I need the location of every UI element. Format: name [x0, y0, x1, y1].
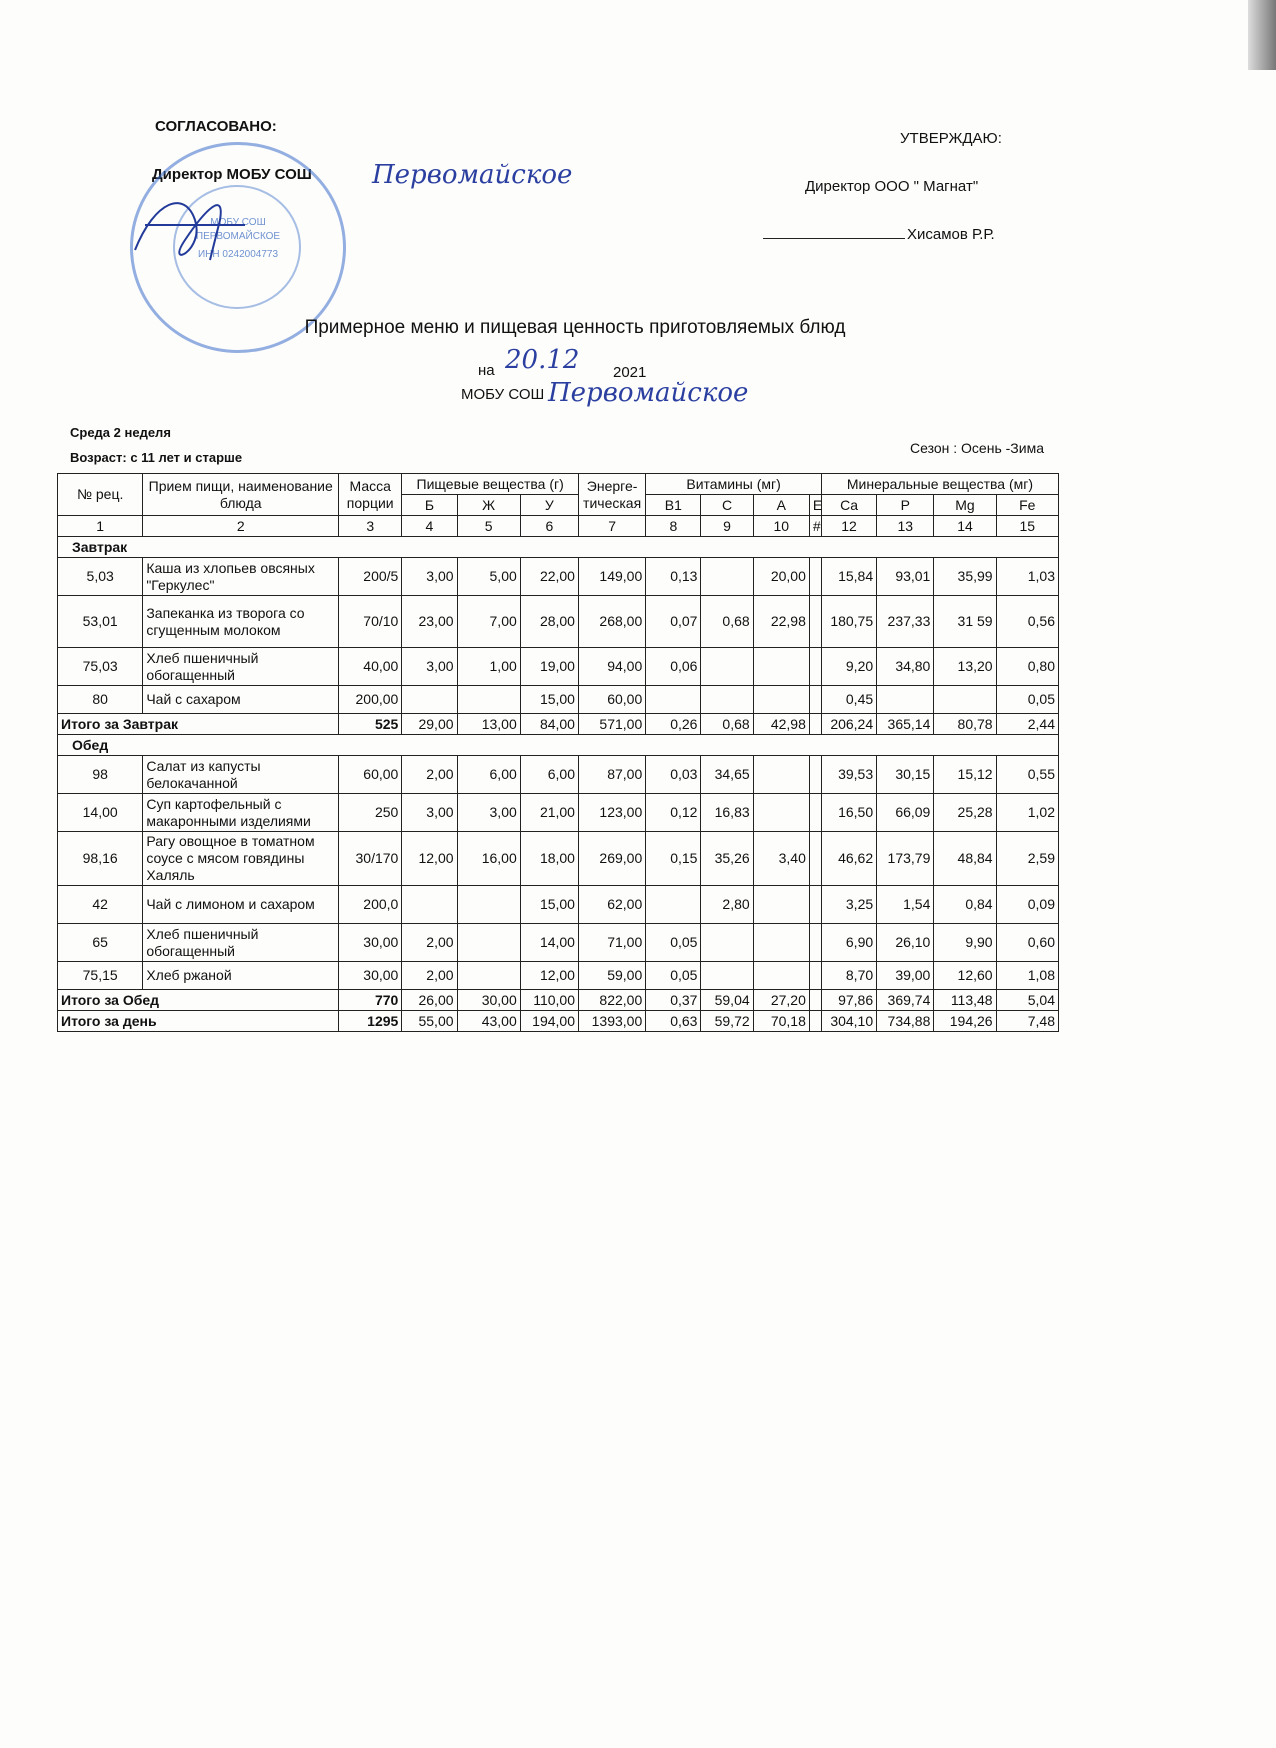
header-num: № рец. — [58, 474, 143, 516]
value-cell: 6,90 — [821, 924, 876, 962]
total-value — [809, 990, 821, 1011]
value-cell — [753, 648, 809, 686]
value-cell: 0,03 — [646, 756, 701, 794]
total-value: 1295 — [339, 1011, 402, 1032]
total-value: 43,00 — [457, 1011, 520, 1032]
value-cell: 71,00 — [578, 924, 645, 962]
value-cell: 20,00 — [753, 558, 809, 596]
day-total-row — [58, 1011, 1059, 1032]
value-cell: 12,00 — [520, 962, 578, 990]
value-cell: 2,80 — [701, 886, 753, 924]
table-row — [58, 832, 1059, 886]
section-title: Обед — [58, 735, 1059, 756]
value-cell: 7,00 — [457, 596, 520, 648]
header-sub: Fe — [996, 495, 1058, 516]
recipe-number: 5,03 — [58, 558, 143, 596]
total-value: 70,18 — [753, 1011, 809, 1032]
total-value: 55,00 — [402, 1011, 457, 1032]
value-cell: 66,09 — [877, 794, 934, 832]
dish-name: Хлеб пшеничный обогащенный — [143, 648, 339, 686]
section-title: Завтрак — [58, 537, 1059, 558]
value-cell: 3,40 — [753, 832, 809, 886]
value-cell — [809, 756, 821, 794]
total-value: 29,00 — [402, 714, 457, 735]
column-number: 2 — [143, 516, 339, 537]
total-value: 2,44 — [996, 714, 1058, 735]
table-row — [58, 596, 1059, 648]
dish-name: Запеканка из творога со сгущенным молоком — [143, 596, 339, 648]
value-cell: 200,00 — [339, 686, 402, 714]
value-cell: 1,03 — [996, 558, 1058, 596]
header-minerals: Минеральные вещества (мг) — [821, 474, 1058, 495]
value-cell: 9,20 — [821, 648, 876, 686]
recipe-number: 98 — [58, 756, 143, 794]
value-cell: 22,00 — [520, 558, 578, 596]
value-cell: 0,80 — [996, 648, 1058, 686]
value-cell: 16,50 — [821, 794, 876, 832]
recipe-number: 98,16 — [58, 832, 143, 886]
dish-name: Чай с сахаром — [143, 686, 339, 714]
dish-name: Каша из хлопьев овсяных "Геркулес" — [143, 558, 339, 596]
menu-table — [57, 473, 1059, 1032]
dish-name: Салат из капусты белокачанной — [143, 756, 339, 794]
value-cell: 34,65 — [701, 756, 753, 794]
table-row — [58, 756, 1059, 794]
value-cell — [809, 794, 821, 832]
total-value: 571,00 — [578, 714, 645, 735]
value-cell: 0,68 — [701, 596, 753, 648]
recipe-number: 53,01 — [58, 596, 143, 648]
total-value: 26,00 — [402, 990, 457, 1011]
stamp-line-1: МОБУ СОШ — [210, 217, 266, 228]
value-cell — [753, 924, 809, 962]
day-label: Среда 2 неделя — [70, 425, 171, 440]
value-cell — [809, 648, 821, 686]
value-cell — [457, 686, 520, 714]
total-value: 822,00 — [578, 990, 645, 1011]
table-row — [58, 794, 1059, 832]
value-cell: 0,05 — [646, 962, 701, 990]
total-label: Итого за Обед — [58, 990, 339, 1011]
value-cell: 34,80 — [877, 648, 934, 686]
value-cell: 94,00 — [578, 648, 645, 686]
value-cell: 9,90 — [934, 924, 996, 962]
column-number-row — [58, 516, 1059, 537]
value-cell — [809, 832, 821, 886]
total-value: 7,48 — [996, 1011, 1058, 1032]
school-prefix: МОБУ СОШ — [461, 386, 545, 403]
header-vitamins: Витамины (мг) — [646, 474, 822, 495]
section-total-row — [58, 990, 1059, 1011]
value-cell: 250 — [339, 794, 402, 832]
day-total-section — [58, 1011, 1059, 1032]
value-cell: 30,00 — [339, 962, 402, 990]
dish-name: Хлеб ржаной — [143, 962, 339, 990]
value-cell: 28,00 — [520, 596, 578, 648]
recipe-number: 75,15 — [58, 962, 143, 990]
value-cell — [701, 558, 753, 596]
value-cell — [646, 886, 701, 924]
value-cell: 173,79 — [877, 832, 934, 886]
value-cell: 0,12 — [646, 794, 701, 832]
total-value: 0,68 — [701, 714, 753, 735]
value-cell — [753, 886, 809, 924]
recipe-number: 14,00 — [58, 794, 143, 832]
value-cell — [402, 886, 457, 924]
value-cell: 2,00 — [402, 756, 457, 794]
table-row — [58, 648, 1059, 686]
value-cell: 15,12 — [934, 756, 996, 794]
value-cell: 0,55 — [996, 756, 1058, 794]
header-sub: Б — [402, 495, 457, 516]
value-cell — [701, 648, 753, 686]
header-meal: Прием пищи, наименование блюда — [143, 474, 339, 516]
value-cell: 35,26 — [701, 832, 753, 886]
value-cell: 15,84 — [821, 558, 876, 596]
value-cell: 35,99 — [934, 558, 996, 596]
total-value: 0,37 — [646, 990, 701, 1011]
value-cell: 12,60 — [934, 962, 996, 990]
value-cell — [457, 924, 520, 962]
recipe-number: 75,03 — [58, 648, 143, 686]
total-value: 113,48 — [934, 990, 996, 1011]
value-cell — [753, 686, 809, 714]
value-cell: 14,00 — [520, 924, 578, 962]
lunch-section — [58, 735, 1059, 1011]
total-value — [809, 714, 821, 735]
value-cell: 39,53 — [821, 756, 876, 794]
value-cell: 1,00 — [457, 648, 520, 686]
value-cell: 70/10 — [339, 596, 402, 648]
value-cell: 3,25 — [821, 886, 876, 924]
column-number: 9 — [701, 516, 753, 537]
total-label: Итого за день — [58, 1011, 339, 1032]
value-cell: 0,09 — [996, 886, 1058, 924]
approval-right-position: Директор ООО " Магнат" — [805, 178, 979, 195]
recipe-number: 42 — [58, 886, 143, 924]
column-number: 3 — [339, 516, 402, 537]
header-sub: C — [701, 495, 753, 516]
value-cell — [877, 686, 934, 714]
approval-left-heading: СОГЛАСОВАНО: — [155, 118, 277, 135]
value-cell: 21,00 — [520, 794, 578, 832]
value-cell — [646, 686, 701, 714]
value-cell: 1,08 — [996, 962, 1058, 990]
page-title: Примерное меню и пищевая ценность приготовляемых блюд — [304, 317, 846, 338]
value-cell — [809, 596, 821, 648]
value-cell: 25,28 — [934, 794, 996, 832]
total-value: 5,04 — [996, 990, 1058, 1011]
value-cell — [402, 686, 457, 714]
breakfast-section — [58, 537, 1059, 735]
approval-right-name: Хисамов Р.Р. — [907, 226, 995, 243]
value-cell: 0,13 — [646, 558, 701, 596]
school-handwritten: Первомайское — [548, 378, 749, 408]
value-cell: 62,00 — [578, 886, 645, 924]
value-cell: 1,02 — [996, 794, 1058, 832]
value-cell: 237,33 — [877, 596, 934, 648]
total-value: 369,74 — [877, 990, 934, 1011]
value-cell: 87,00 — [578, 756, 645, 794]
age-label: Возраст: с 11 лет и старше — [70, 450, 243, 465]
value-cell — [753, 794, 809, 832]
value-cell — [457, 962, 520, 990]
header-sub: E — [809, 495, 821, 516]
table-row — [58, 924, 1059, 962]
column-number: 5 — [457, 516, 520, 537]
column-number: 8 — [646, 516, 701, 537]
value-cell: 31 59 — [934, 596, 996, 648]
value-cell: 269,00 — [578, 832, 645, 886]
scan-edge — [1248, 0, 1276, 70]
value-cell: 30,15 — [877, 756, 934, 794]
total-value: 365,14 — [877, 714, 934, 735]
value-cell: 3,00 — [402, 794, 457, 832]
value-cell: 268,00 — [578, 596, 645, 648]
total-value: 13,00 — [457, 714, 520, 735]
total-value: 110,00 — [520, 990, 578, 1011]
total-value: 0,63 — [646, 1011, 701, 1032]
total-label: Итого за Завтрак — [58, 714, 339, 735]
value-cell — [701, 686, 753, 714]
value-cell: 16,83 — [701, 794, 753, 832]
total-value: 194,26 — [934, 1011, 996, 1032]
total-value: 59,72 — [701, 1011, 753, 1032]
value-cell: 48,84 — [934, 832, 996, 886]
total-value: 734,88 — [877, 1011, 934, 1032]
value-cell — [809, 686, 821, 714]
value-cell: 0,60 — [996, 924, 1058, 962]
value-cell: 59,00 — [578, 962, 645, 990]
recipe-number: 65 — [58, 924, 143, 962]
value-cell: 0,84 — [934, 886, 996, 924]
total-value: 1393,00 — [578, 1011, 645, 1032]
header-sub: У — [520, 495, 578, 516]
table-row — [58, 886, 1059, 924]
header-sub: Ca — [821, 495, 876, 516]
total-value: 304,10 — [821, 1011, 876, 1032]
dish-name: Суп картофельный с макаронными изделиями — [143, 794, 339, 832]
value-cell: 2,00 — [402, 924, 457, 962]
value-cell: 2,59 — [996, 832, 1058, 886]
value-cell — [457, 886, 520, 924]
header-mass: Масса порции — [339, 474, 402, 516]
value-cell: 30/170 — [339, 832, 402, 886]
column-number: 6 — [520, 516, 578, 537]
total-value: 59,04 — [701, 990, 753, 1011]
value-cell: 1,54 — [877, 886, 934, 924]
total-value: 770 — [339, 990, 402, 1011]
total-value: 525 — [339, 714, 402, 735]
total-value: 97,86 — [821, 990, 876, 1011]
signature-left — [125, 180, 255, 270]
date-prefix: на — [478, 362, 495, 379]
stamp-line-3: ИНН 0242004773 — [197, 249, 279, 260]
value-cell: 39,00 — [877, 962, 934, 990]
header-sub: Mg — [934, 495, 996, 516]
column-number: 10 — [753, 516, 809, 537]
column-number: 1 — [58, 516, 143, 537]
value-cell: 0,15 — [646, 832, 701, 886]
column-number: # — [809, 516, 821, 537]
section-total-row — [58, 714, 1059, 735]
value-cell: 123,00 — [578, 794, 645, 832]
total-value: 194,00 — [520, 1011, 578, 1032]
date-handwritten: 20.12 — [505, 345, 580, 375]
value-cell: 3,00 — [457, 794, 520, 832]
value-cell: 0,07 — [646, 596, 701, 648]
value-cell: 15,00 — [520, 886, 578, 924]
value-cell: 60,00 — [578, 686, 645, 714]
value-cell: 6,00 — [520, 756, 578, 794]
table-row — [58, 558, 1059, 596]
date-year: 2021 — [613, 364, 647, 381]
total-value: 80,78 — [934, 714, 996, 735]
value-cell: 46,62 — [821, 832, 876, 886]
value-cell — [809, 924, 821, 962]
season-label: Сезон : Осень -Зима — [910, 440, 1044, 456]
value-cell: 2,00 — [402, 962, 457, 990]
value-cell: 3,00 — [402, 648, 457, 686]
value-cell — [934, 686, 996, 714]
total-value: 84,00 — [520, 714, 578, 735]
dish-name: Рагу овощное в томатном соусе с мясом говядины Халяль — [143, 832, 339, 886]
approval-left-handwriting: Первомайское — [372, 160, 573, 190]
value-cell: 180,75 — [821, 596, 876, 648]
value-cell: 40,00 — [339, 648, 402, 686]
column-number: 14 — [934, 516, 996, 537]
table-row — [58, 686, 1059, 714]
dish-name: Чай с лимоном и сахаром — [143, 886, 339, 924]
recipe-number: 80 — [58, 686, 143, 714]
value-cell: 0,56 — [996, 596, 1058, 648]
approval-left-position: Директор МОБУ СОШ — [152, 166, 312, 183]
column-number: 7 — [578, 516, 645, 537]
column-number: 12 — [821, 516, 876, 537]
value-cell: 200/5 — [339, 558, 402, 596]
value-cell — [701, 962, 753, 990]
header-energy: Энерге-тическая — [578, 474, 645, 516]
value-cell — [701, 924, 753, 962]
value-cell: 12,00 — [402, 832, 457, 886]
value-cell: 30,00 — [339, 924, 402, 962]
value-cell: 22,98 — [753, 596, 809, 648]
value-cell: 16,00 — [457, 832, 520, 886]
value-cell: 5,00 — [457, 558, 520, 596]
value-cell: 18,00 — [520, 832, 578, 886]
value-cell — [753, 962, 809, 990]
total-value: 30,00 — [457, 990, 520, 1011]
value-cell — [809, 962, 821, 990]
header-sub: A — [753, 495, 809, 516]
value-cell: 0,45 — [821, 686, 876, 714]
value-cell — [753, 756, 809, 794]
value-cell: 19,00 — [520, 648, 578, 686]
total-value: 27,20 — [753, 990, 809, 1011]
column-number: 13 — [877, 516, 934, 537]
stamp-line-2: ПЕРВОМАЙСКОЕ — [195, 231, 281, 242]
total-value: 0,26 — [646, 714, 701, 735]
value-cell: 6,00 — [457, 756, 520, 794]
value-cell: 149,00 — [578, 558, 645, 596]
approval-right-heading: УТВЕРЖДАЮ: — [900, 130, 1002, 147]
total-value: 206,24 — [821, 714, 876, 735]
value-cell: 26,10 — [877, 924, 934, 962]
value-cell: 15,00 — [520, 686, 578, 714]
value-cell: 8,70 — [821, 962, 876, 990]
header-nutrients: Пищевые вещества (г) — [402, 474, 579, 495]
value-cell: 13,20 — [934, 648, 996, 686]
value-cell: 23,00 — [402, 596, 457, 648]
signature-line — [763, 238, 905, 239]
column-number: 4 — [402, 516, 457, 537]
dish-name: Хлеб пшеничный обогащенный — [143, 924, 339, 962]
value-cell — [809, 558, 821, 596]
total-value — [809, 1011, 821, 1032]
value-cell: 3,00 — [402, 558, 457, 596]
value-cell: 0,05 — [996, 686, 1058, 714]
value-cell: 0,05 — [646, 924, 701, 962]
header-sub: P — [877, 495, 934, 516]
column-number: 15 — [996, 516, 1058, 537]
value-cell — [809, 886, 821, 924]
value-cell: 0,06 — [646, 648, 701, 686]
value-cell: 200,0 — [339, 886, 402, 924]
total-value: 42,98 — [753, 714, 809, 735]
header-sub: B1 — [646, 495, 701, 516]
header-sub: Ж — [457, 495, 520, 516]
value-cell: 93,01 — [877, 558, 934, 596]
table-row — [58, 962, 1059, 990]
value-cell: 60,00 — [339, 756, 402, 794]
